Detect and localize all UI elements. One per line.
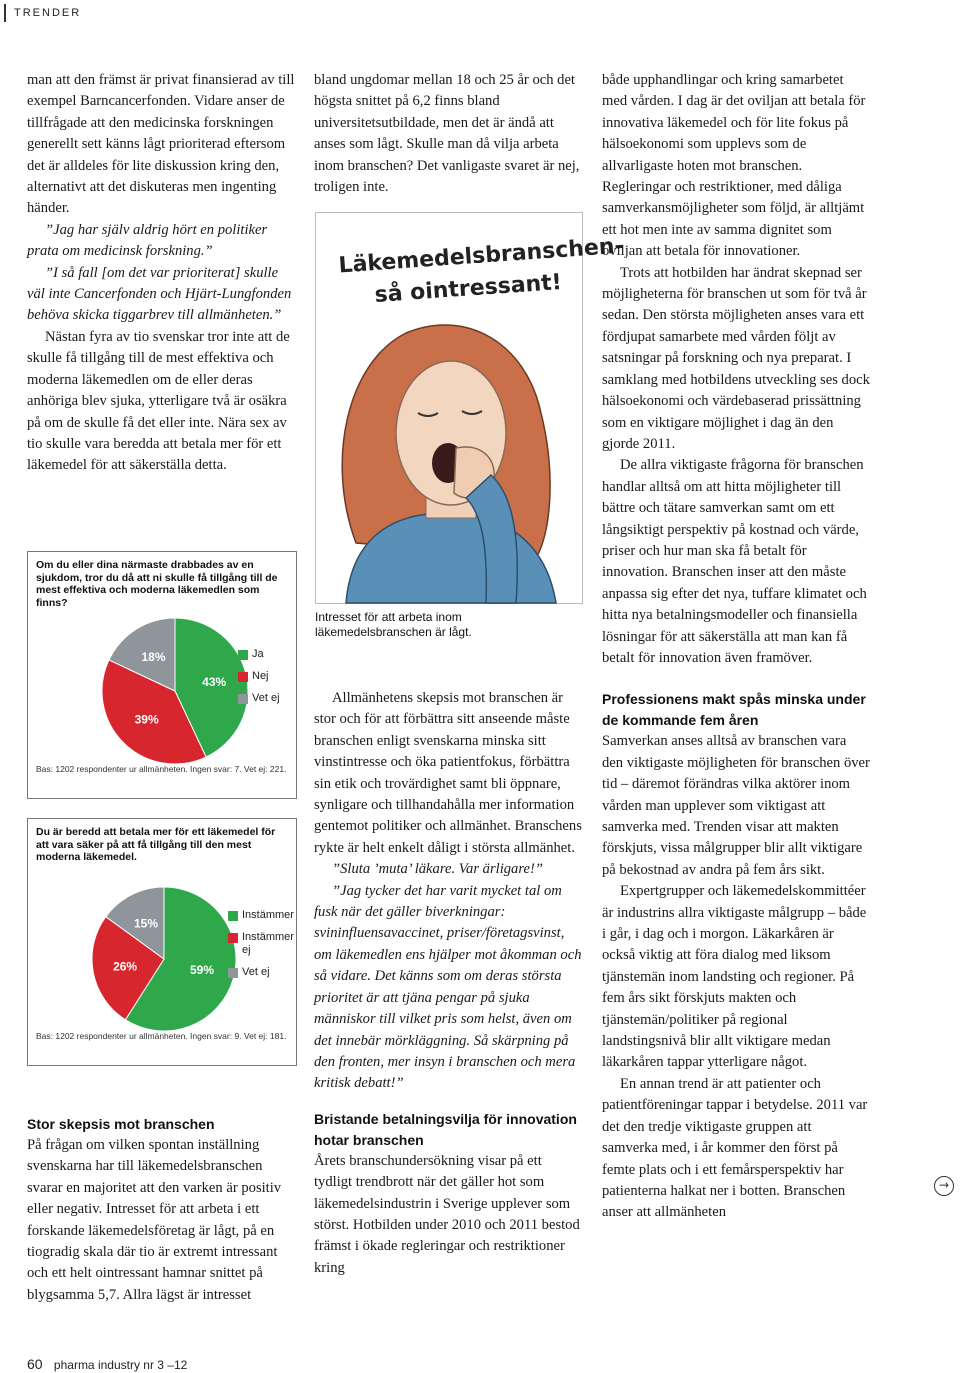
paragraph: De allra viktigaste frågorna för branschen handlar alltså om att hitta möjligheter till bättre och tätare samverkan samt om ett långsiktigt perspektiv på kostnad och värde, priser och hur man ska få betalt för innovation. Branschen inser att den måste anpassa sig efter det nya, tuffare klimatet och hitta nya betalningsmodeller och finansiella lösningar för att säkerställa att man kan få betalt för innovation även framöver. — [602, 457, 867, 666]
quote: ”Jag tycker det har varit mycket tal om fusk när det gäller biverkningar: svininfluensavaccinet, priser/företagsvinst, om läkemedlen ens hjälper mot åkomman och så vidare. Det känns som om deras största prioritet är att tjäna pengar på sjuka människor till vilket pris som helst, även om det innebär mörkläggning. Så skärpning på den fronten, mer insyn i branschen och mera kritisk debatt!” — [314, 882, 582, 1092]
chart-legend — [228, 909, 292, 988]
legend-label: Vet ej — [242, 966, 270, 978]
legend-swatch — [228, 968, 238, 978]
column-2-bottom — [314, 688, 582, 1279]
section-heading: Bristande betalningsvilja för innovation hotar branschen — [314, 1110, 577, 1148]
paragraph: Nästan fyra av tio svenskar tror inte att de skulle få tillgång till de mest effektiva och moderna läkemedlen om de eller deras anhöriga blev sjuka, ytterligare två är osäkra på om de skulle få det eller inte. Nära sex av tio skulle vara beredda att betala mer för ett läkemedel för att säkerställa detta. — [27, 328, 290, 474]
pie-chart-svg — [90, 885, 238, 1033]
legend-label: Vet ej — [252, 692, 280, 704]
paragraph: Expertgrupper och läkemedelskommittéer är industrins allra viktigaste målgrupp – både i går, i dag och i morgon. Läkarkåren är också viktig att föra dialog med liksom tjänstemän inom landsting och regioner. På fem års sikt förskjuts makten och tjänstemän/politiker på regional landstingsnivå blir allt viktigare medan läkarkåren tappar ytterligare något. — [602, 883, 867, 1071]
quote: ”Sluta ’muta’ läkare. Var ärligare!” — [332, 861, 543, 878]
pie-data-label: 18% — [141, 650, 166, 665]
legend-swatch — [238, 650, 248, 660]
section-heading: Professionens makt spås minska under de kommande fem åren — [602, 691, 866, 729]
paragraph: både upphandlingar och kring samarbetet med vården. I dag är det oviljan att betala för innovativa läkemedel och för lite fokus på hälsoekonomi som upplevs som de allvarligaste hoten mot branschen. Regleringar och restriktioner, med dåliga samverkansmöjligheter som följd, är alltjämt ett hot men inte av samma dignitet som oviljan att betala för innovationer. — [602, 72, 866, 260]
chart-note: Bas: 1202 respondenter ur allmänheten. Ingen svar: 7. Vet ej: 221. — [36, 764, 287, 774]
legend-label: Instämmer ej — [242, 931, 294, 956]
section-label — [0, 0, 81, 26]
pie-data-label: 15% — [134, 916, 159, 931]
pie-chart-svg — [100, 616, 250, 766]
pie-data-label: 26% — [113, 959, 138, 974]
legend-swatch — [228, 933, 238, 943]
paragraph: En annan trend är att patienter och patientföreningar tappar i betydelse. 2011 var det den tredje viktigaste gruppen att samverka med, i år kommer den först på femte plats och i ett femårsperspektiv har patienterna halkat ner i botten. Branschen anser att allmänheten — [602, 1075, 868, 1221]
paragraph: På frågan om vilken spontan inställning svenskarna har till läkemedelsbranschen svarar en majoritet att den varken är positiv eller negativ. Intresset för att arbeta i ett forskande läkemedelsföretag är lågt, på en tiogradig skala där tio är extremt intressant och ett helt ointressant hamnar snittet på blygsamma 5,7. Allra lägst är intresset — [27, 1137, 282, 1303]
quote: ”I så fall [om det var prioriterat] skulle väl inte Cancerfonden och Hjärt-Lungfonden behöva skicka tiggarbrev till allmänheten.” — [27, 264, 292, 324]
yawning-woman-illustration — [316, 213, 625, 603]
legend-label: Instämmer — [242, 909, 294, 921]
paragraph: Allmänhetens skepsis mot branschen är stor och för att förbättra sitt anseende måste branschen enligt svenskarna minska sitt vinstintresse och öka patientfokus, förbättra sin etik och trovärdighet samt bli öppnare, synligare och tillhandahålla mer information gentemot politiker och allmänhet. Branschens rykte är helt enkelt dåligt i största allmänhet. — [314, 690, 582, 856]
pie-data-label: 39% — [134, 712, 159, 727]
section-title: TRENDER — [14, 7, 82, 19]
quote: ”Jag har själv aldrig hört en politiker prata om medicinsk forskning.” — [27, 221, 268, 260]
chart-title: Du är beredd att betala mer för ett läkemedel för att vara säker på att få tillgång till den mest moderna läkemedel. — [36, 826, 276, 863]
column-2 — [314, 70, 582, 198]
cartoon-illustration — [315, 212, 625, 604]
column-1 — [27, 70, 295, 477]
legend-item — [238, 670, 280, 683]
legend-item — [238, 692, 280, 705]
paragraph: bland ungdomar mellan 18 och 25 år och det högsta snittet på 6,2 finns bland universitetsutbildade, men det är ändå att anses som lågt. Skulle man då vilja arbeta inom branschen? Det vanligaste svaret är nej, troligen inte. — [314, 72, 580, 196]
cartoon-text-line2: så ointressant! — [373, 269, 563, 308]
legend-item — [238, 648, 280, 661]
chart-legend — [238, 648, 280, 714]
paragraph: man att den främst är privat finansierad av till exempel Barncancerfonden. Vidare anser de tillfrågade att den medicinska forskningen generellt sett känns lågt prioriterad eftersom det är alldeles för lite diskussion kring den, alternativt att det diskuteras men ingenting händer. — [27, 72, 295, 217]
paragraph: Samverkan anses alltså av branschen vara den viktigaste möjligheten för branschen över tid – däremot förändras vilka aktörer inom vården man upplever som viktigast att samverka med. Trenden visar att makten förskjuts, vissa målgrupper blir allt viktigare på bekostnad av andra på fem års sikt. — [602, 733, 870, 878]
column-3 — [602, 70, 870, 1224]
pie-chart-pay — [27, 818, 297, 1066]
cartoon-text-line1: Läkemedelsbranschen- — [337, 233, 625, 279]
paragraph: Årets branschundersökning visar på ett tydligt trendbrott när det gäller hot som läkemedelsindustrin i Sverige upplever som störst. Hotbilden under 2010 och 2011 bestod främst i ökade regleringar och restriktioner kring — [314, 1152, 580, 1276]
pie-data-label: 43% — [202, 675, 227, 690]
page-number: 60 — [27, 1356, 43, 1372]
legend-swatch — [238, 694, 248, 704]
page-footer — [27, 1356, 187, 1372]
section-heading: Stor skepsis mot branschen — [27, 1116, 215, 1132]
chart-note: Bas: 1202 respondenter ur allmänheten. Ingen svar: 9. Vet ej: 181. — [36, 1031, 287, 1041]
legend-label: Nej — [252, 670, 269, 682]
section-bar — [4, 4, 6, 22]
pie-chart-access — [27, 551, 297, 799]
column-1-bottom — [27, 1114, 295, 1306]
paragraph: Trots att hotbilden har ändrat skepnad ser möjligheterna för branschen ut som för två år sedan. Den största möjligheten anses vara ett fördjupat samarbete med vården följt av satsningar på forskning och nya preparat. I samklang med hotbildens utveckling ses dock hälsoekonomi och värdebaserad prissättning som en viktigare möjlighet i dag än den gjorde 2011. — [602, 264, 870, 452]
next-page-arrow-icon[interactable]: → — [934, 1176, 954, 1196]
legend-item — [228, 966, 292, 979]
legend-swatch — [228, 911, 238, 921]
legend-item — [228, 909, 292, 922]
pie-data-label: 59% — [190, 963, 215, 978]
legend-label: Ja — [252, 648, 264, 660]
magazine-name: pharma industry nr 3 –12 — [53, 1358, 188, 1372]
legend-item — [228, 931, 292, 957]
chart-title: Om du eller dina närmaste drabbades av en sjukdom, tror du då att ni skulle få tillgång till de mest effektiva och moderna läkemedlen som finns? — [36, 559, 278, 609]
illustration-caption: Intresset för att arbeta inom läkemedelsbranschen är lågt. — [315, 610, 472, 639]
legend-swatch — [238, 672, 248, 682]
